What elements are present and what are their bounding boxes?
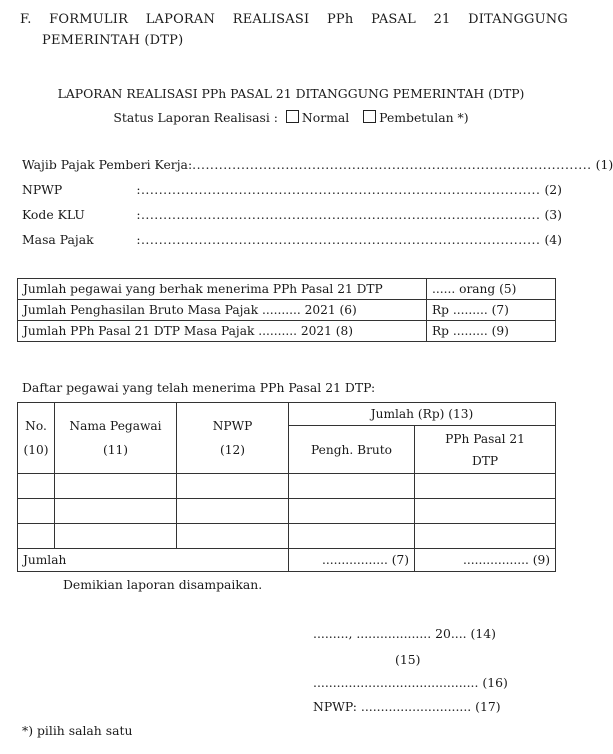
table-cell[interactable] (18, 524, 55, 549)
col-header-tax (415, 426, 556, 474)
title-word: F. (20, 12, 32, 27)
field-label: Masa Pajak (22, 232, 94, 247)
field-fill-line[interactable]: .......................................................................................... (192, 157, 592, 172)
correction-checkbox[interactable] (363, 110, 376, 123)
table-cell[interactable] (415, 499, 556, 524)
form-title-line-1 (20, 12, 568, 27)
form-title-line-2: PEMERINTAH (DTP) (42, 33, 184, 48)
table-row (18, 474, 556, 499)
title-word: PASAL (371, 12, 416, 27)
table-row (18, 524, 556, 549)
col-header-label: DTP (471, 453, 499, 468)
col-header-number: (11) (102, 443, 129, 457)
report-heading: LAPORAN REALISASI PPh PASAL 21 DITANGGUNG PEMERINTAH (DTP) (57, 86, 525, 101)
form-title (20, 12, 568, 48)
col-header-label: NPWP (212, 419, 253, 433)
title-word: PPh (326, 12, 354, 27)
field-separator: : (136, 207, 141, 222)
total-tax[interactable]: ................. (9) (415, 549, 556, 572)
title-word: FORMULIR (49, 12, 129, 27)
status-row (0, 110, 582, 125)
summary-label: Jumlah Penghasilan Bruto Masa Pajak .......... 2021 (6) (18, 300, 427, 321)
total-label: Jumlah (18, 549, 289, 572)
table-cell[interactable] (55, 499, 177, 524)
footnote: *) pilih salah satu (22, 723, 133, 738)
col-header-number: (12) (219, 443, 246, 457)
status-label: Status Laporan Realisasi : (113, 110, 278, 125)
field-fill-line[interactable]: .......................................................................................... (140, 232, 541, 247)
table-cell[interactable] (289, 524, 415, 549)
field-employer (22, 157, 613, 172)
title-word: REALISASI (232, 12, 310, 27)
employee-list-heading: Daftar pegawai yang telah menerima PPh Pasal 21 DTP: (22, 380, 376, 395)
col-header-name (55, 403, 177, 474)
summary-value[interactable]: Rp ......... (7) (427, 300, 556, 321)
title-word: 21 (433, 12, 451, 27)
table-cell[interactable] (177, 474, 289, 499)
table-row (18, 499, 556, 524)
field-number: (1) (595, 157, 613, 172)
table-cell[interactable] (177, 499, 289, 524)
field-fill-line[interactable]: .......................................................................................... (140, 207, 541, 222)
table-cell[interactable] (289, 474, 415, 499)
summary-value[interactable]: ...... orang (5) (427, 279, 556, 300)
table-row (18, 279, 556, 300)
col-header-no (18, 403, 55, 474)
field-label: Kode KLU (22, 207, 85, 222)
field-label: Wajib Pajak Pemberi Kerja (22, 157, 188, 172)
col-header-label: No. (25, 419, 47, 433)
total-gross[interactable]: ................. (7) (289, 549, 415, 572)
table-cell[interactable] (18, 499, 55, 524)
field-tax-period (22, 232, 562, 247)
field-npwp (22, 182, 562, 197)
table-cell[interactable] (415, 474, 556, 499)
table-cell[interactable] (177, 524, 289, 549)
field-number: (3) (544, 207, 562, 222)
table-cell[interactable] (289, 499, 415, 524)
title-word: DITANGGUNG (468, 12, 568, 27)
closing-statement: Demikian laporan disampaikan. (63, 577, 263, 592)
field-separator: : (136, 182, 141, 197)
signer-line: (15) (395, 652, 421, 667)
summary-label: Jumlah PPh Pasal 21 DTP Masa Pajak .......... 2021 (8) (18, 321, 427, 342)
col-header-label: Nama Pegawai (69, 419, 162, 433)
field-label: NPWP (22, 182, 63, 197)
summary-label: Jumlah pegawai yang berhak menerima PPh Pasal 21 DTP (18, 279, 427, 300)
col-header-number: (10) (23, 443, 49, 457)
col-header-amount-group: Jumlah (Rp) (13) (289, 403, 556, 426)
table-total-row (18, 549, 556, 572)
table-row (18, 321, 556, 342)
table-cell[interactable] (415, 524, 556, 549)
field-number: (4) (544, 232, 562, 247)
correction-label: Pembetulan *) (379, 110, 469, 125)
title-word: LAPORAN (145, 12, 216, 27)
place-date-line[interactable]: ........., ................... 20.... (14) (313, 626, 496, 641)
col-header-label: PPh Pasal 21 (445, 431, 525, 446)
field-number: (2) (544, 182, 562, 197)
employee-table (17, 402, 556, 572)
summary-value[interactable]: Rp ......... (9) (427, 321, 556, 342)
table-cell[interactable] (55, 524, 177, 549)
table-cell[interactable] (55, 474, 177, 499)
table-cell[interactable] (18, 474, 55, 499)
table-header-row (18, 403, 556, 426)
signer-npwp-line[interactable]: NPWP: ............................ (17) (313, 699, 501, 714)
field-fill-line[interactable]: .......................................................................................... (140, 182, 541, 197)
field-separator: : (136, 232, 141, 247)
col-header-npwp (177, 403, 289, 474)
table-row (18, 300, 556, 321)
normal-label: Normal (301, 110, 350, 125)
normal-checkbox[interactable] (286, 110, 299, 123)
field-separator: : (187, 157, 193, 172)
field-klu (22, 207, 562, 222)
summary-table (17, 278, 556, 342)
name-line[interactable]: .......................................... (16) (313, 675, 508, 690)
col-header-gross: Pengh. Bruto (289, 426, 415, 474)
